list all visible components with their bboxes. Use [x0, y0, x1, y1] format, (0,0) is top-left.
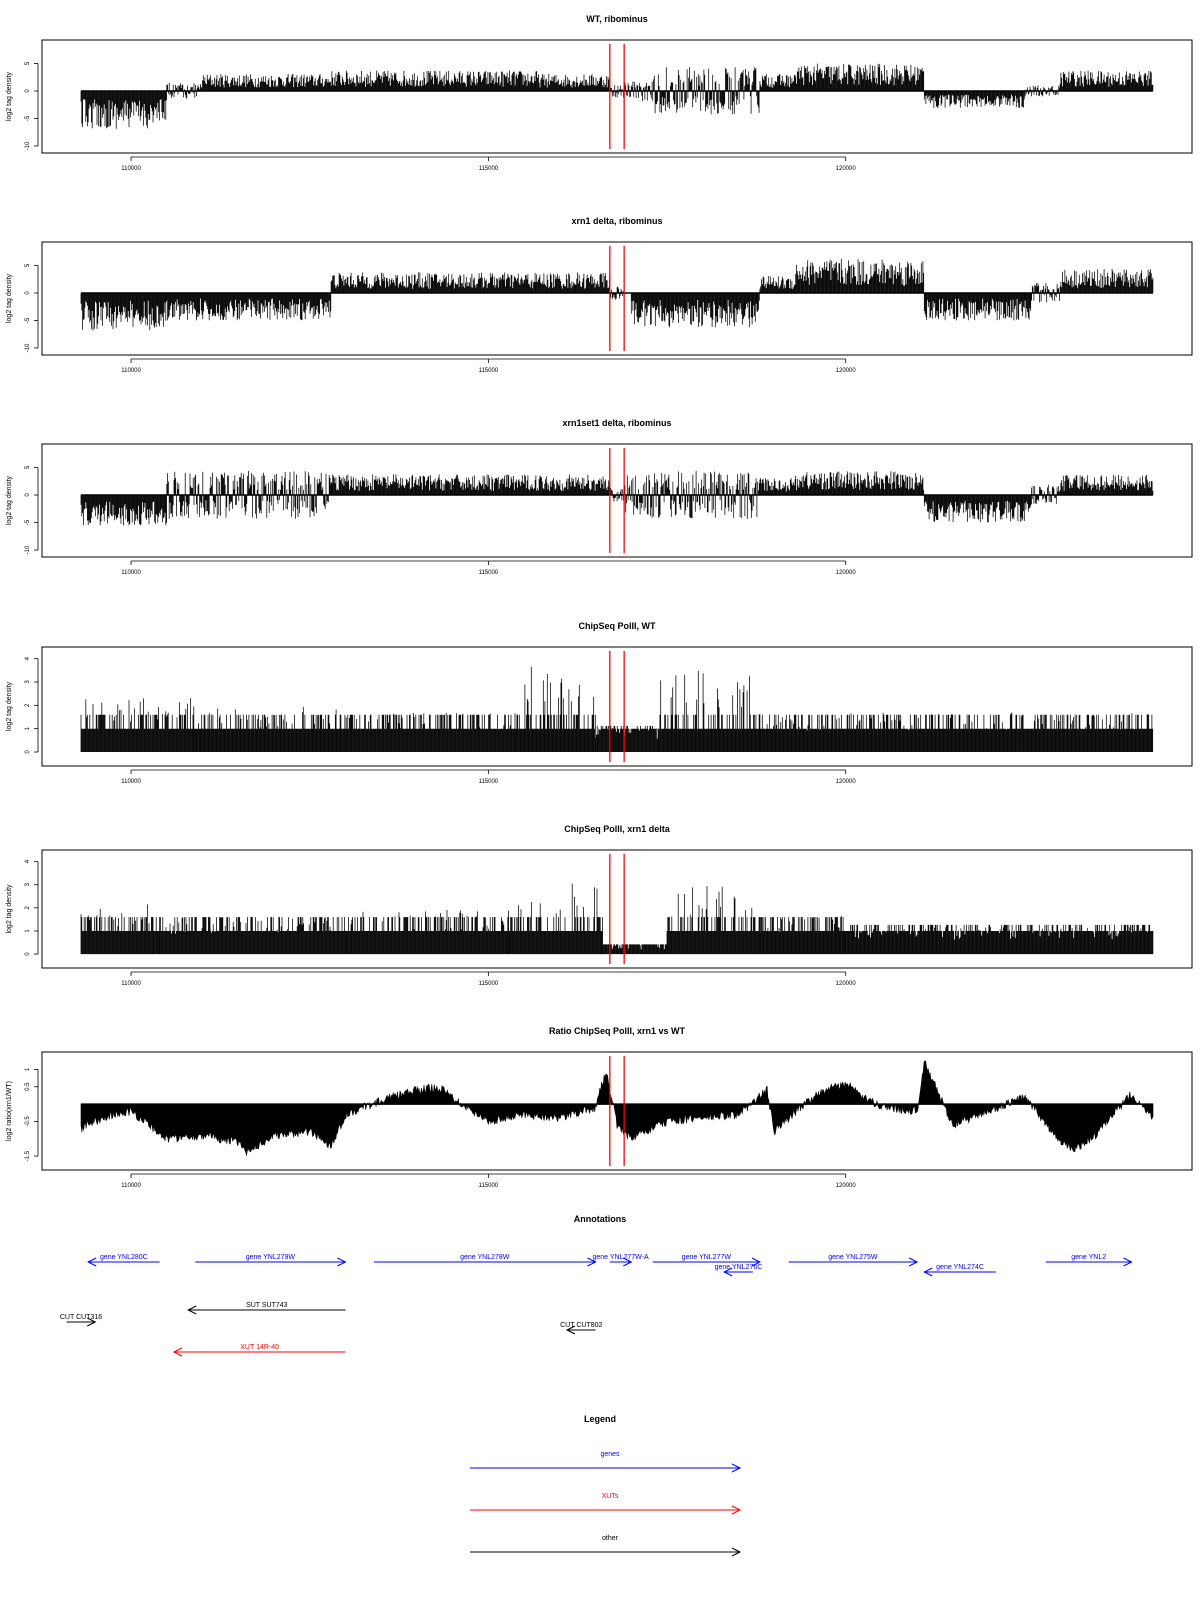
- x-tick-label: 120000: [835, 570, 856, 576]
- feature-label: gene YNL275W: [828, 1254, 878, 1261]
- y-tick-label: -5: [25, 519, 31, 526]
- panel-title: xrn1set1 delta, ribominus: [562, 418, 672, 428]
- panel-title: WT, ribominus: [586, 14, 648, 24]
- y-tick-label: -1.5: [25, 1150, 31, 1162]
- feature-label: CUT CUT316: [59, 1314, 103, 1321]
- x-tick-label: 115000: [478, 1183, 499, 1189]
- x-tick-label: 120000: [835, 166, 856, 172]
- density-bars: [667, 886, 760, 954]
- density-bars: [760, 916, 846, 954]
- density-bars: [796, 64, 924, 91]
- y-tick-label: 0.5: [25, 1082, 31, 1091]
- y-tick-label: 0: [25, 952, 31, 956]
- y-tick-label: 1: [25, 1067, 31, 1072]
- y-axis-label: log2 tag density: [6, 884, 13, 934]
- y-axis-label: log2 tag density: [6, 273, 13, 324]
- x-tick-label: 110000: [121, 779, 141, 785]
- feature-label: CUT CUT802: [560, 1322, 603, 1329]
- x-tick-label: 115000: [478, 570, 499, 576]
- x-tick-label: 115000: [478, 779, 499, 785]
- x-tick-label: 110000: [121, 1183, 141, 1189]
- density-bars: [81, 698, 195, 752]
- density-bars: [1060, 269, 1153, 293]
- density-bars: [603, 944, 667, 954]
- density-bars: [331, 272, 609, 293]
- legend-title: Legend: [583, 1414, 617, 1424]
- density-bars: [760, 74, 795, 91]
- density-bars: [796, 259, 924, 293]
- y-tick-label: 4: [25, 656, 31, 661]
- density-bars: [924, 293, 1031, 320]
- y-tick-label: 0: [25, 291, 31, 295]
- density-bars: [631, 293, 759, 327]
- y-tick-label: 5: [25, 263, 31, 268]
- legend-item-label: genes: [600, 1451, 620, 1458]
- y-tick-label: 0: [25, 89, 31, 93]
- density-bars: [81, 293, 167, 331]
- y-tick-label: 5: [25, 465, 31, 470]
- panel-title: Ratio ChipSeq PolII, xrn1 vs WT: [548, 1026, 686, 1036]
- y-tick-label: -10: [25, 545, 31, 555]
- y-tick-label: 3: [25, 883, 31, 887]
- y-axis-label: log2 tag density: [6, 71, 13, 122]
- ratio-area: [81, 1061, 1153, 1156]
- density-bars: [796, 471, 924, 495]
- y-tick-label: 2: [25, 906, 31, 910]
- legend-item-label: XUTs: [601, 1493, 619, 1500]
- feature-label: gene YNL276C: [714, 1264, 763, 1271]
- x-tick-label: 115000: [478, 981, 499, 987]
- y-tick-label: -0.5: [25, 1116, 31, 1127]
- density-bars: [1060, 475, 1153, 495]
- panel-title: ChipSeq PolII, xrn1 delta: [564, 824, 670, 834]
- y-tick-label: 1: [25, 929, 31, 933]
- density-bars: [924, 91, 1024, 108]
- x-tick-label: 110000: [121, 166, 141, 172]
- density-bars: [203, 74, 331, 91]
- panel-title: ChipSeq PolII, WT: [578, 621, 656, 631]
- feature-label: gene YNL277W: [681, 1254, 731, 1261]
- x-tick-label: 115000: [478, 166, 499, 172]
- density-bars: [167, 293, 331, 320]
- x-tick-label: 115000: [478, 368, 499, 374]
- density-bars: [760, 713, 1153, 752]
- density-bars: [510, 884, 603, 954]
- density-bars: [517, 667, 595, 752]
- density-bars: [81, 495, 167, 525]
- x-tick-label: 110000: [121, 570, 141, 576]
- feature-label: gene YNL278W: [460, 1254, 510, 1261]
- density-bars: [331, 474, 609, 495]
- y-axis-label: log2 tag density: [6, 681, 13, 732]
- annotations-title: Annotations: [573, 1214, 627, 1224]
- density-bars: [846, 925, 1153, 954]
- feature-label: SUT SUT743: [246, 1302, 288, 1309]
- density-bars: [195, 707, 345, 752]
- density-bars: [596, 726, 660, 752]
- x-tick-label: 110000: [121, 981, 141, 987]
- y-tick-label: 0: [25, 750, 31, 754]
- feature-label: gene YNL274C: [936, 1264, 984, 1271]
- feature-label: gene YNL280C: [100, 1254, 148, 1261]
- feature-label: gene YNL279W: [245, 1254, 296, 1261]
- density-bars: [760, 478, 795, 495]
- density-bars: [81, 91, 167, 129]
- y-axis-label: log2 tag density: [6, 475, 13, 526]
- y-tick-label: -10: [25, 343, 31, 353]
- density-bars: [1060, 71, 1153, 91]
- y-tick-label: 0: [25, 493, 31, 497]
- feature-label: gene YNL277W-A: [592, 1254, 649, 1261]
- density-bars: [160, 917, 346, 954]
- x-tick-label: 110000: [121, 368, 141, 374]
- feature-label: gene YNL2: [1071, 1254, 1107, 1261]
- x-tick-label: 120000: [835, 368, 856, 374]
- y-tick-label: 2: [25, 703, 31, 708]
- y-tick-label: 1: [25, 726, 31, 731]
- density-bars: [760, 276, 795, 293]
- y-tick-label: -5: [25, 317, 31, 324]
- legend-item-label: other: [602, 1535, 618, 1542]
- density-bars: [345, 910, 509, 954]
- x-tick-label: 120000: [835, 981, 856, 987]
- density-bars: [924, 495, 1031, 522]
- x-tick-label: 120000: [835, 779, 856, 785]
- y-tick-label: -5: [25, 115, 31, 122]
- density-bars: [345, 713, 516, 752]
- density-bars: [81, 904, 159, 954]
- y-tick-label: 5: [25, 61, 31, 66]
- y-tick-label: -10: [25, 141, 31, 151]
- density-bars: [660, 671, 760, 752]
- y-tick-label: 3: [25, 680, 31, 684]
- feature-label: XUT 14R-40: [240, 1344, 280, 1351]
- density-bars: [331, 71, 538, 91]
- x-tick-label: 120000: [835, 1183, 856, 1189]
- y-tick-label: 4: [25, 859, 31, 864]
- y-axis-label: log2 ratio(xrn1/WT): [6, 1081, 13, 1141]
- panel-title: xrn1 delta, ribominus: [571, 216, 663, 226]
- density-bars: [538, 74, 609, 91]
